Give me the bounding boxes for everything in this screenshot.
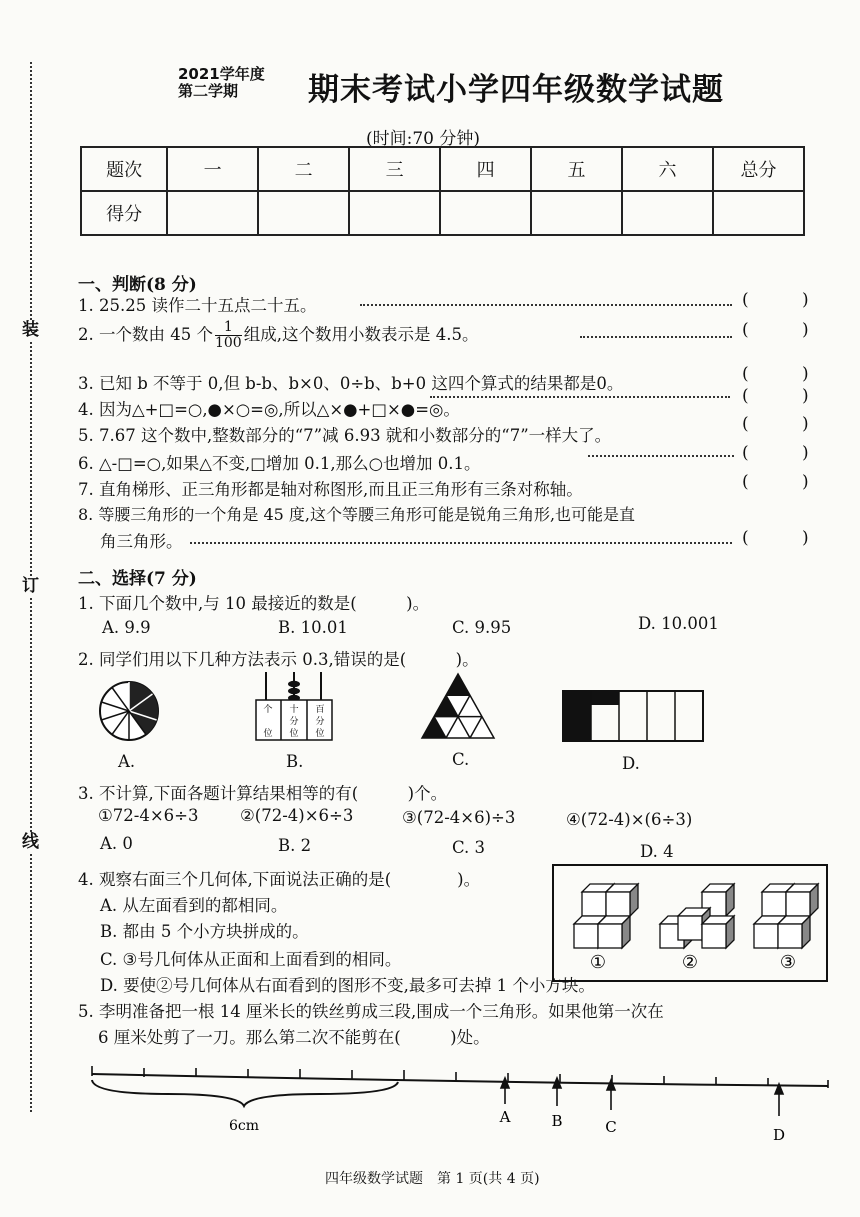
option[interactable]: B. 2 <box>278 836 312 855</box>
option[interactable]: D. 要使②号几何体从右面看到的图形不变,最多可去掉 1 个小方块。 <box>100 976 595 995</box>
figure-label: C. <box>452 750 470 769</box>
question-continued: 角三角形。 <box>100 532 183 551</box>
dotted-leader <box>430 396 730 398</box>
answer-paren-right: ) <box>802 472 809 492</box>
score-row-label: 得分 <box>81 191 167 235</box>
score-cell[interactable] <box>713 191 804 235</box>
answer-paren-left[interactable]: ( <box>742 320 749 340</box>
section-title: 一、判断(8 分) <box>78 275 197 295</box>
abacus-label: 位 <box>263 729 273 739</box>
dotted-leader <box>190 542 732 544</box>
score-cell[interactable] <box>167 191 258 235</box>
circle-figure <box>98 680 160 742</box>
question: 4. 因为△+□=○,●×○=◎,所以△×●+□×●=◎。 <box>78 400 460 419</box>
binding-char: 订 <box>22 576 39 596</box>
dotted-leader <box>588 455 734 457</box>
score-cell[interactable] <box>531 191 622 235</box>
binding-char: 装 <box>22 320 39 340</box>
score-table <box>80 146 805 236</box>
abacus-label: 十 <box>289 705 299 715</box>
answer-paren-right: ) <box>802 443 809 463</box>
answer-paren-right: ) <box>802 414 809 434</box>
score-header: 二 <box>258 147 349 191</box>
option[interactable]: A. 0 <box>100 834 133 853</box>
exam-time: (时间:70 分钟) <box>366 129 481 149</box>
score-header: 六 <box>622 147 713 191</box>
answer-paren-left[interactable]: ( <box>742 386 749 406</box>
figure-number: ② <box>681 952 699 973</box>
abacus-figure <box>254 670 334 742</box>
option[interactable]: A. 从左面看到的都相同。 <box>100 896 288 915</box>
option[interactable]: C. 3 <box>452 838 486 857</box>
figure-label: A. <box>118 752 136 771</box>
question: 2. 同学们用以下几种方法表示 0.3,错误的是( )。 <box>78 650 479 669</box>
cut-point-label: A <box>499 1108 511 1126</box>
page-title: 期末考试小学四年级数学试题 <box>308 72 724 108</box>
dotted-leader <box>360 304 732 306</box>
question-continued: 6 厘米处剪了一刀。那么第二次不能剪在( )处。 <box>98 1028 490 1047</box>
cut-point-label: B <box>551 1112 563 1130</box>
abacus-label: 个 <box>263 705 273 715</box>
cut-point-label: D <box>772 1126 786 1144</box>
cubes-figure <box>552 864 828 982</box>
score-header: 题次 <box>81 147 167 191</box>
figure-label: D. <box>622 754 640 773</box>
score-header: 一 <box>167 147 258 191</box>
figure-label: B. <box>286 752 304 771</box>
abacus-label: 百 <box>315 705 325 715</box>
option[interactable]: B. 都由 5 个小方块拼成的。 <box>100 922 309 941</box>
question: 6. △-□=○,如果△不变,□增加 0.1,那么○也增加 0.1。 <box>78 454 481 473</box>
answer-paren-left[interactable]: ( <box>742 290 749 310</box>
expression: ②(72-4)×6÷3 <box>240 806 354 825</box>
page-footer: 四年级数学试题 第 1 页(共 4 页) <box>325 1171 540 1187</box>
answer-paren-right: ) <box>802 320 809 340</box>
abacus-label: 分 <box>289 717 299 727</box>
grid-figure <box>562 690 704 742</box>
expression: ①72-4×6÷3 <box>98 806 199 825</box>
answer-paren-right: ) <box>802 290 809 310</box>
score-cell[interactable] <box>349 191 440 235</box>
fraction: $\frac{1}{100}$ <box>214 319 242 351</box>
binding-char: 线 <box>22 832 39 852</box>
question: 1. 下面几个数中,与 10 最接近的数是( )。 <box>78 594 430 613</box>
expression: ④(72-4)×(6÷3) <box>566 810 693 829</box>
question: 5. 7.67 这个数中,整数部分的“7”减 6.93 就和小数部分的“7”一样大了。 <box>78 426 612 445</box>
question: 7. 直角梯形、正三角形都是轴对称图形,而且正三角形有三条对称轴。 <box>78 480 583 499</box>
option[interactable]: B. 10.01 <box>278 618 348 637</box>
question: 3. 已知 b 不等于 0,但 b-b、b×0、0÷b、b+0 这四个算式的结果都是0。 <box>78 374 624 393</box>
question: 4. 观察右面三个几何体,下面说法正确的是( )。 <box>78 870 481 889</box>
option[interactable]: D. 4 <box>640 842 674 861</box>
score-header: 五 <box>531 147 622 191</box>
ruler-figure <box>88 1060 834 1150</box>
score-header: 四 <box>440 147 531 191</box>
question: 5. 李明准备把一根 14 厘米长的铁丝剪成三段,围成一个三角形。如果他第一次在 <box>78 1002 664 1021</box>
ruler-length-label: 6cm <box>228 1118 260 1134</box>
abacus-label: 分 <box>315 717 325 727</box>
expression: ③(72-4×6)÷3 <box>402 808 516 827</box>
option[interactable]: D. 10.001 <box>638 614 719 633</box>
option[interactable]: C. ③号几何体从正面和上面看到的相同。 <box>100 950 402 969</box>
answer-paren-left[interactable]: ( <box>742 528 749 548</box>
question: 1. 25.25 读作二十五点二十五。 <box>78 296 317 315</box>
abacus-label: 位 <box>289 729 299 739</box>
score-cell[interactable] <box>258 191 349 235</box>
question: 2. 一个数由 45 个 $\frac{1}{100}$ 组成,这个数用小数表示是 4.5。 <box>78 319 479 351</box>
figure-number: ① <box>589 952 607 973</box>
answer-paren-left[interactable]: ( <box>742 443 749 463</box>
cut-point-label: C <box>605 1118 617 1136</box>
triangle-figure <box>420 672 496 740</box>
abacus-label: 位 <box>315 729 325 739</box>
figure-number: ③ <box>779 952 797 973</box>
answer-paren-right: ) <box>802 386 809 406</box>
section-title: 二、选择(7 分) <box>78 569 197 589</box>
dotted-leader <box>580 336 732 338</box>
option[interactable]: A. 9.9 <box>102 618 151 637</box>
answer-paren-left[interactable]: ( <box>742 414 749 434</box>
school-year: 2021学年度 第二学期 <box>178 65 265 100</box>
score-header: 总分 <box>713 147 804 191</box>
answer-paren-right: ) <box>802 528 809 548</box>
question: 3. 不计算,下面各题计算结果相等的有( )个。 <box>78 784 448 803</box>
answer-paren-left[interactable]: ( <box>742 472 749 492</box>
score-header: 三 <box>349 147 440 191</box>
answer-paren-right: ) <box>802 364 809 384</box>
option[interactable]: C. 9.95 <box>452 618 512 637</box>
answer-paren-left[interactable]: ( <box>742 364 749 384</box>
score-cell[interactable] <box>440 191 531 235</box>
question: 8. 等腰三角形的一个角是 45 度,这个等腰三角形可能是锐角三角形,也可能是直 <box>78 505 636 524</box>
score-cell[interactable] <box>622 191 713 235</box>
